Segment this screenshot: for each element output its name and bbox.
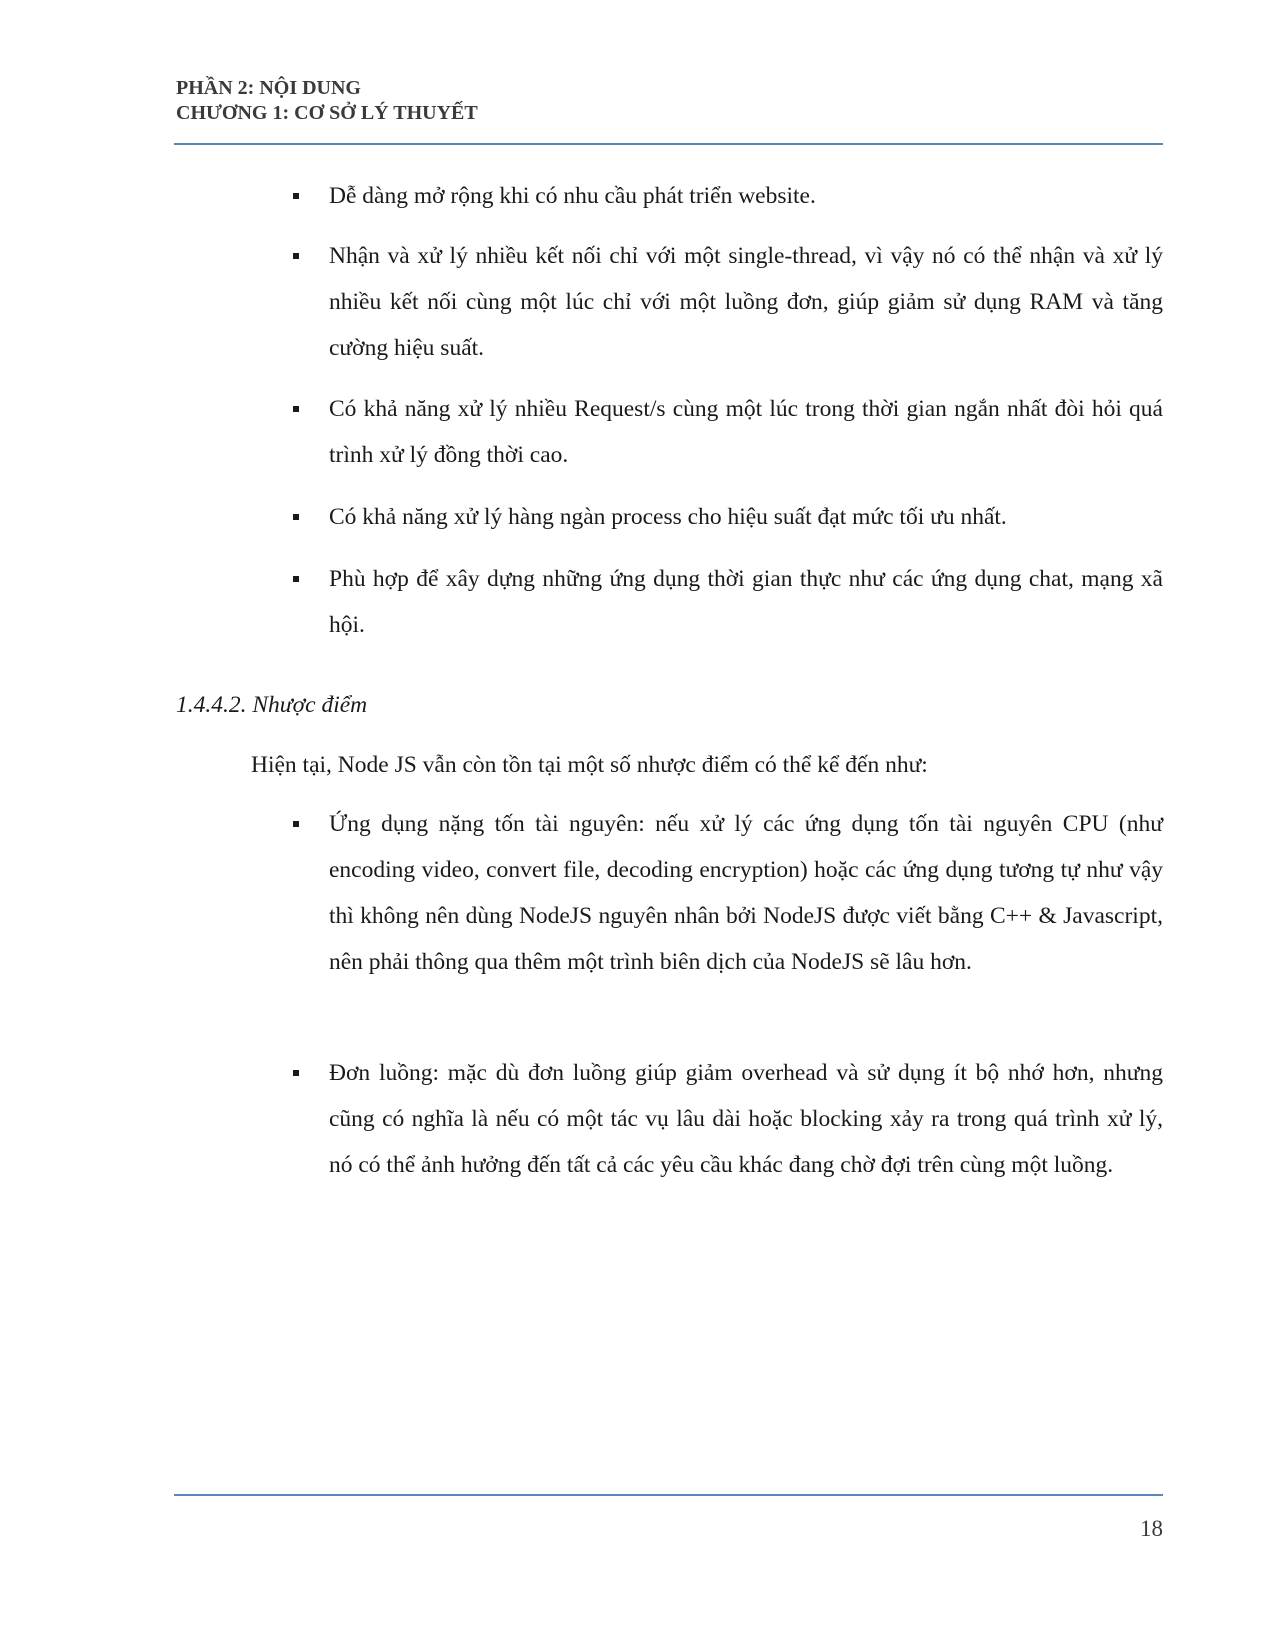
bullet-square-icon bbox=[293, 576, 299, 582]
header-divider bbox=[174, 143, 1163, 145]
header-chapter: CHƯƠNG 1: CƠ SỞ LÝ THUYẾT bbox=[176, 102, 478, 124]
list-item bbox=[287, 233, 1163, 371]
bullet-square-icon bbox=[293, 514, 299, 520]
bullet-square-icon bbox=[293, 193, 299, 199]
bullet-square-icon bbox=[293, 821, 299, 827]
list-item bbox=[287, 556, 1163, 648]
list-item bbox=[287, 386, 1163, 478]
footer-divider bbox=[174, 1494, 1163, 1496]
bullet-square-icon bbox=[293, 253, 299, 259]
list-item-text: Phù hợp để xây dựng những ứng dụng thời gian thực như các ứng dụng chat, mạng xã hội. bbox=[329, 566, 1163, 638]
page-header bbox=[176, 76, 478, 126]
header-part: PHẦN 2: NỘI DUNG bbox=[176, 77, 361, 99]
list-item bbox=[287, 494, 1163, 540]
list-item-text: Nhận và xử lý nhiều kết nối chỉ với một single-thread, vì vậy nó có thể nhận và xử lý nhiều kết nối cùng một lúc chỉ với một luồng đơn, giúp giảm sử dụng RAM và tăng cường hiệu suất. bbox=[329, 243, 1163, 361]
section-intro: Hiện tại, Node JS vẫn còn tồn tại một số nhược điểm có thể kể đến như: bbox=[251, 752, 928, 778]
page-number: 18 bbox=[1140, 1516, 1163, 1541]
list-item bbox=[287, 1050, 1163, 1188]
list-item-text: Đơn luồng: mặc dù đơn luồng giúp giảm overhead và sử dụng ít bộ nhớ hơn, nhưng cũng có nghĩa là nếu có một tác vụ lâu dài hoặc blocking xảy ra trong quá trình xử lý, nó có thể ảnh hưởng đến tất cả các yêu cầu khác đang chờ đợi trên cùng một luồng. bbox=[329, 1060, 1163, 1178]
bullet-square-icon bbox=[293, 1070, 299, 1076]
list-item bbox=[287, 801, 1163, 985]
section-heading: 1.4.4.2. Nhược điểm bbox=[176, 692, 368, 718]
list-item-text: Ứng dụng nặng tốn tài nguyên: nếu xử lý các ứng dụng tốn tài nguyên CPU (như encoding video, convert file, decoding encryption) hoặc các ứng dụng tương tự như vậy thì không nên dùng NodeJS nguyên nhân bởi NodeJS được viết bằng C++ & Javascript, nên phải thông qua thêm một trình biên dịch của NodeJS sẽ lâu hơn. bbox=[329, 811, 1163, 975]
list-item-text: Dễ dàng mở rộng khi có nhu cầu phát triển website. bbox=[329, 183, 816, 209]
bullet-square-icon bbox=[293, 406, 299, 412]
list-item-text: Có khả năng xử lý nhiều Request/s cùng một lúc trong thời gian ngắn nhất đòi hỏi quá trình xử lý đồng thời cao. bbox=[329, 396, 1163, 468]
list-item-text: Có khả năng xử lý hàng ngàn process cho hiệu suất đạt mức tối ưu nhất. bbox=[329, 504, 1007, 530]
list-item bbox=[287, 173, 1163, 219]
